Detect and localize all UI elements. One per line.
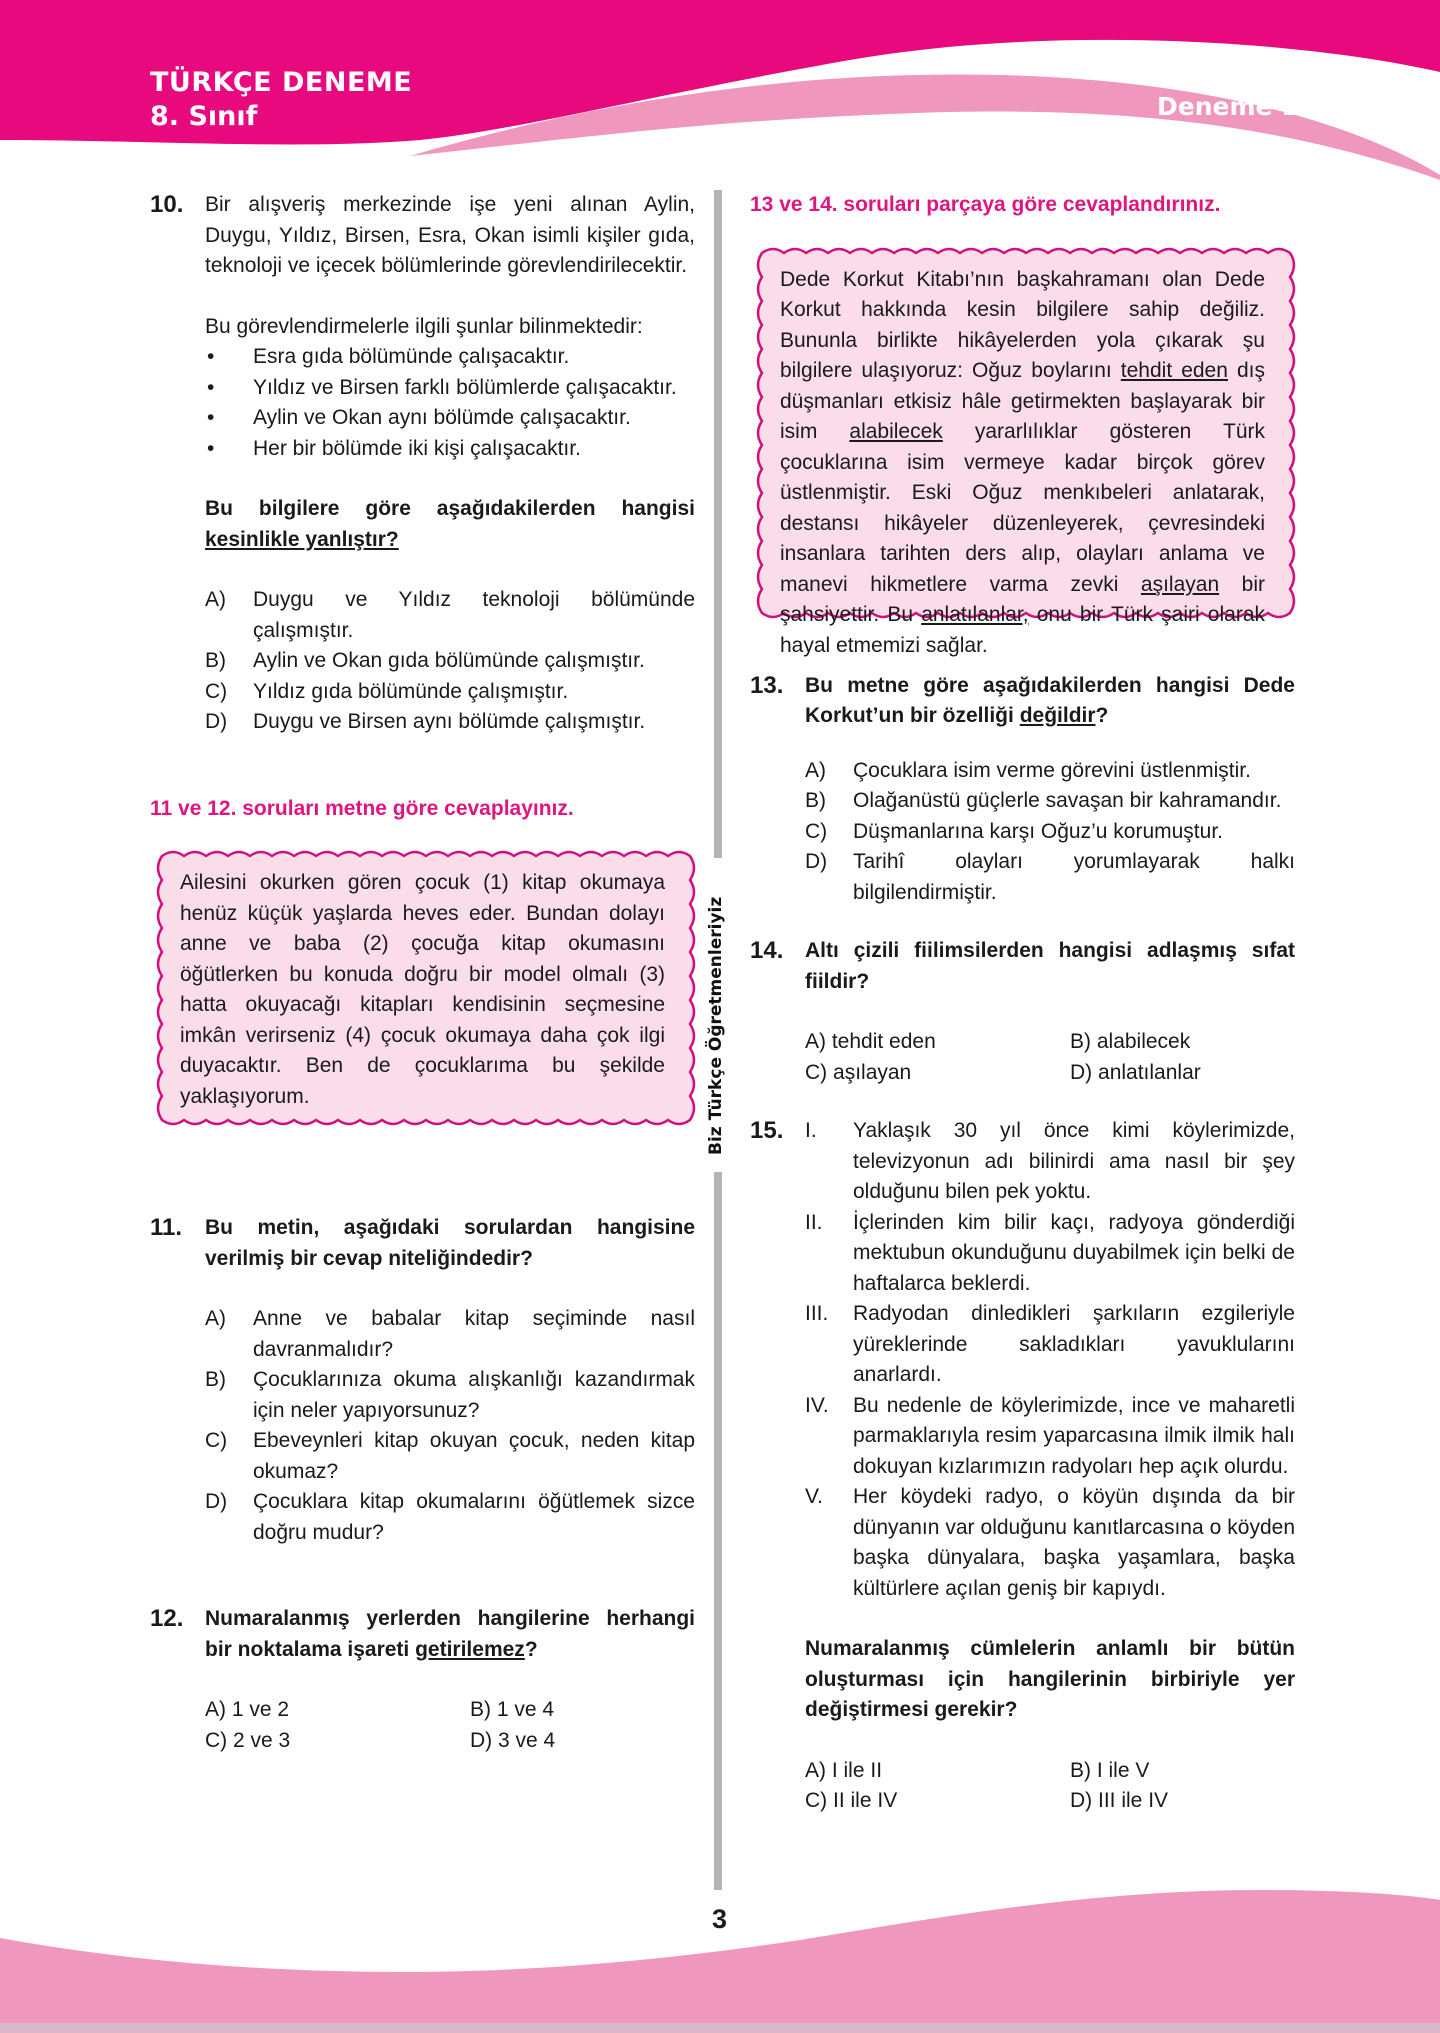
side-label: Biz Türkçe Öğretmenleriyiz: [706, 896, 726, 1155]
option-c[interactable]: C) aşılayan: [805, 1060, 912, 1084]
option-a[interactable]: A) I ile II: [805, 1758, 883, 1782]
header-title: TÜRKÇE DENEME: [150, 67, 413, 98]
emphasis: kesinlikle yanlıştır?: [205, 527, 399, 551]
option-b[interactable]: B) I ile V: [1070, 1758, 1150, 1782]
question-12: [150, 1604, 695, 1756]
option-b[interactable]: B) 1 ve 4: [470, 1698, 555, 1721]
option-a[interactable]: A) Duygu ve Yıldız teknoloji bölümünde çalışmıştır.: [205, 588, 695, 642]
option-c[interactable]: C) Yıldız gıda bölümünde çalışmıştır.: [205, 679, 569, 703]
question-intro: Bir alışveriş merkezinde işe yeni alınan Aylin, Duygu, Yıldız, Birsen, Esra, Okan isimli kişiler gıda, teknoloji ve içecek bölümlerinde görevlendirilecektir.: [205, 193, 695, 277]
page-footer: [0, 1860, 1440, 2033]
options-grid: [805, 1756, 1295, 1817]
option-b[interactable]: B) Çocuklarınıza okuma alışkanlığı kazandırmak için neler yapıyorsunuz?: [205, 1368, 695, 1422]
question-13: [750, 671, 1295, 909]
option-d[interactable]: D) Duygu ve Birsen aynı bölümde çalışmıştır.: [205, 710, 646, 733]
option-b[interactable]: B) Olağanüstü güçlerle savaşan bir kahramandır.: [805, 789, 1282, 812]
page-header: [0, 0, 1440, 180]
option-d[interactable]: D) III ile IV: [1070, 1789, 1169, 1812]
passage-box-13-14: [750, 243, 1295, 657]
option-c[interactable]: C) 2 ve 3: [205, 1728, 291, 1752]
question-number: 14.: [750, 937, 784, 964]
section-title-13-14: 13 ve 14. soruları parçaya göre cevaplandırınız.: [750, 193, 1221, 216]
option-d[interactable]: D) anlatılanlar: [1070, 1060, 1201, 1084]
option-d[interactable]: D) Çocuklara kitap okumalarını öğütlemek sizce doğru mudur?: [205, 1490, 695, 1544]
sentence-item: II. İçlerinden kim bilir kaçı, radyoya gönderdiği mektubun okunduğunu duyabilmek için belki de haftalarca beklerdi.: [805, 1210, 1295, 1295]
underlined-verbal-1: tehdit eden: [1120, 359, 1228, 382]
emphasis: değildir: [1019, 704, 1096, 727]
option-a[interactable]: A) Çocuklara isim verme görevini üstlenmiştir.: [805, 758, 1251, 782]
options-list: [205, 585, 695, 738]
emphasis: getirilemez: [415, 1637, 525, 1661]
underlined-verbal-2: alabilecek: [849, 420, 943, 443]
question-14: [750, 936, 1295, 1088]
section-title-11-12: 11 ve 12. soruları metne göre cevaplayınız.: [150, 796, 574, 820]
options-list: [805, 756, 1295, 909]
question-number: 11.: [150, 1214, 183, 1241]
sentence-item: V. Her köydeki radyo, o köyün dışında da bir dünyanın var olduğunu kanıtlarcasına o köyden başka dünyalara, başka yaşamlara, başka kültürlere açılan geniş bir kapıydı.: [805, 1485, 1295, 1600]
sentence-item: IV. Bu nedenle de köylerimizde, ince ve maharetli parmaklarıyla resim yaparcasına ilmik ilmik halı dokuyan kızlarımızın radyoları hep açık olurdu.: [805, 1393, 1295, 1478]
passage-box-11-12: [150, 846, 695, 1141]
facts-list: [205, 342, 695, 464]
option-a[interactable]: A) 1 ve 2: [205, 1698, 290, 1721]
question-stem: Bu metin, aşağıdaki sorulardan hangisine verilmiş bir cevap niteliğindedir?: [205, 1216, 695, 1270]
question-number: 13.: [750, 671, 784, 699]
underlined-verbal-4: anlatılanlar,: [921, 603, 1029, 626]
underlined-verbal-3: aşılayan: [1140, 572, 1220, 596]
option-c[interactable]: C) II ile IV: [805, 1789, 898, 1812]
option-c[interactable]: C) Ebeveynleri kitap okuyan çocuk, neden kitap okumaz?: [205, 1429, 695, 1483]
sentence-item: I. Yaklaşık 30 yıl önce kimi köylerimizde, televizyonun adı bilinirdi ama nasıl bir şey olduğunu bilen pek yoktu.: [805, 1119, 1295, 1203]
passage-text: Dede Korkut Kitabı’nın başkahramanı olan Dede Korkut hakkında kesin bilgilere sahip değiliz. Bununla birlikte hikâyelerden yola çıkarak şu bilgilere ulaşıyoruz: Oğuz boylarını tehdit eden dış düşmanları etkisiz hâle getirmekten başlayarak bir isim alabilecek yararlılıklar gösteren Türk çocuklarına isim vermeye kadar birçok görev üstlenmiştir. Eski Oğuz menkıbeleri anlatarak, destansı hikâyeler düzenleyerek, çevresindeki insanlara tarihten ders alıp, olayları anlama ve manevi hikmetlere varma zevki aşılayan bir şahsiyettir. Bu anlatılanlar, onu bir Türk şairi olarak hayal etmemizi sağlar.: [780, 267, 1266, 657]
column-divider-bottom: [714, 1172, 722, 1890]
option-a[interactable]: A) tehdit eden: [805, 1030, 936, 1053]
question-stem: Bu metne göre aşağıdakilerden hangisi Dede Korkut’un bir özelliği değildir?: [805, 673, 1295, 727]
header-grade: 8. Sınıf: [150, 101, 258, 132]
option-b[interactable]: B) alabilecek: [1070, 1030, 1191, 1053]
fact-item: • Yıldız ve Birsen farklı bölümlerde çalışacaktır.: [205, 373, 695, 404]
question-number: 15.: [750, 1117, 784, 1144]
options-list: [205, 1304, 695, 1548]
passage-text: Ailesini okurken gören çocuk (1) kitap okumaya henüz küçük yaşlarda heves eder. Bundan dolayı anne ve baba (2) çocuğa kitap okumasını öğütlerken bu konuda doğru bir model olmalı (3) hatta okuyacağı kitapları kendisinin seçmesine imkân verirseniz (4) çocuk okumaya daha çok ilgi duyacaktır. Ben de çocuklarıma bu şekilde yaklaşıyorum.: [180, 871, 665, 1108]
question-number: 12.: [150, 1605, 184, 1632]
question-stem: Numaralanmış yerlerden hangilerine herhangi bir noktalama işareti getirilemez?: [205, 1607, 695, 1661]
question-15: [750, 1116, 1295, 1817]
footer-wave-graphic: [0, 1860, 1440, 2033]
facts-intro: Bu görevlendirmelerle ilgili şunlar bilinmektedir:: [205, 314, 643, 338]
options-grid: [205, 1695, 695, 1756]
left-column: [150, 190, 695, 1756]
option-d[interactable]: D) 3 ve 4: [470, 1728, 556, 1752]
page-number: 3: [712, 1904, 728, 1934]
option-b[interactable]: B) Aylin ve Okan gıda bölümünde çalışmıştır.: [205, 649, 645, 672]
sentence-item: III. Radyodan dinledikleri şarkıların ezgileriyle yüreklerinde sakladıkları yavuklularını anarlardı.: [805, 1302, 1295, 1386]
exam-label: Deneme 1: [1157, 92, 1299, 121]
question-11: [150, 1213, 695, 1548]
sentence-list: [805, 1116, 1295, 1604]
fact-item: • Aylin ve Okan aynı bölümde çalışacaktır.: [205, 403, 695, 434]
fact-item: • Esra gıda bölümünde çalışacaktır.: [205, 342, 695, 373]
column-divider-top: [714, 190, 722, 858]
question-stem: Numaralanmış cümlelerin anlamlı bir bütün oluşturması için hangilerinin birbiriyle yer değiştirmesi gerekir?: [805, 1637, 1295, 1721]
options-grid: [805, 1027, 1295, 1088]
question-number: 10.: [150, 191, 184, 218]
option-d[interactable]: D) Tarihî olayları yorumlayarak halkı bilgilendirmiştir.: [805, 850, 1295, 904]
option-a[interactable]: A) Anne ve babalar kitap seçiminde nasıl davranmalıdır?: [205, 1307, 695, 1361]
fact-item: • Her bir bölümde iki kişi çalışacaktır.: [205, 434, 695, 465]
question-10: [150, 190, 695, 738]
question-stem: Bu bilgilere göre aşağıdakilerden hangisi kesinlikle yanlıştır?: [205, 497, 695, 551]
question-stem: Altı çizili fiilimsilerden hangisi adlaşmış sıfat fiildir?: [805, 939, 1295, 993]
option-c[interactable]: C) Düşmanlarına karşı Oğuz’u korumuştur.: [805, 819, 1223, 843]
right-column: [750, 190, 1295, 1817]
